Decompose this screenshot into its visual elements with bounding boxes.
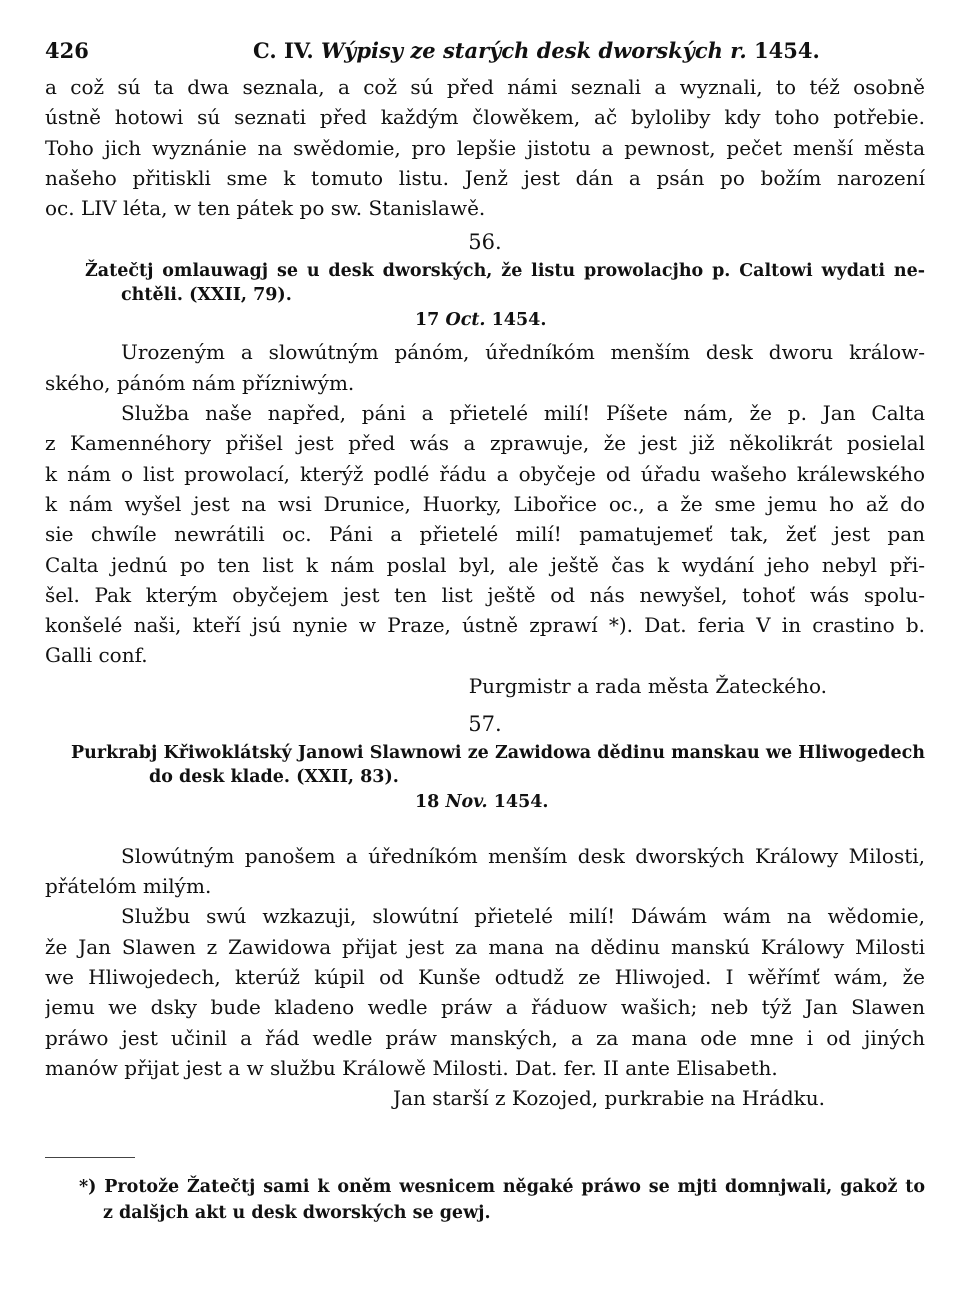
document-number: 56. [468,230,502,255]
text-line: k nám wyšel jest na wsi Drunice, Huorky, Libořice oc., a že sme jemu ho až do [45,491,925,516]
running-header [45,38,925,68]
text-line: Služba naše napřed, páni a přietelé milí! Píšete nám, že p. Jan Calta [121,401,925,426]
text-line: z Kamennéhory přišel jest před wás a zprawuje, že jest již několikrát posielal [45,431,925,456]
intro-paragraph [45,72,925,223]
text-line: ského, pánóm nám přízniwým. [45,370,355,395]
text-line: práwo jest učinil a řád wedle práw manských, a za mana ode mne i od jiných [45,1025,925,1050]
footnote [45,1174,925,1226]
regest-line: Purkrabj Křiwoklátský Janowi Slawnowi ze Zawidowa dědinu manskau we Hliwogedech [71,742,925,763]
date-year: 1454. [493,791,549,812]
date-month: Oct. [445,310,486,331]
regest-line: do desk klade. (XXII, 83). [149,766,399,787]
text-line: Galli conf. [45,643,148,668]
text-line: we Hliwojedech, kterúž kúpil od Kunše odtudž ze Hliwojed. I wěřímť wám, že [45,964,925,989]
text-line: jemu we dsky bude kladeno wedle práw a řáduow wašich; neb týž Jan Slawen [45,995,925,1020]
running-title-year: 1454. [754,38,820,63]
document-57 [45,707,925,1113]
text-line: konšelé naši, kteří jsú nynie w Praze, ústně zprawí *). Dat. feria V in crastino b. [45,613,925,638]
text-line: šel. Pak kterým obyčejem jest ten list ještě od nás newyšel, tohoť wás spolu- [45,582,925,607]
footnote-divider [45,1157,135,1158]
text-line: že Jan Slawen z Zawidowa přijat jest za mana na dědinu manskú Králowy Milosti [45,934,925,959]
regest-line: Žatečtj omlauwagj se u desk dworských, že listu prowolacjho p. Caltowi wydati ne- [85,261,925,282]
running-title-text: Wýpisy ze starých desk dworských r. [321,38,747,63]
chapter-label: C. IV. [253,38,314,63]
page-number: 426 [45,38,89,63]
text-line: sie chwíle newrátili oc. Páni a přietelé milí! pamatujemeť tak, žeť jest pan [45,522,925,547]
text-line: přátelóm milým. [45,874,212,899]
text-line: Slowútným panošem a úředníkóm menším desk dworských Králowy Milosti, [121,843,925,868]
date-year: 1454. [491,310,547,331]
text-line: Calta jednú po ten list k nám poslal byl, ale ještě čas k wydání jeho nebyl při- [45,552,925,577]
document-number: 57. [468,711,502,736]
text-line: Službu swú wzkazuji, slowútní přietelé milí! Dáwám wám na wědomie, [121,904,925,929]
text-line: oc. LIV léta, w ten pátek po sw. Stanislawě. [45,196,486,221]
page [45,38,925,1226]
date-day: 18 [415,791,440,812]
signature: Purgmistr a rada města Žateckého. [468,673,827,698]
document-56 [45,225,925,700]
regest-line: chtěli. (XXII, 79). [121,285,292,306]
signature: Jan starší z Kozojed, purkrabie na Hrádku. [393,1086,825,1111]
document-date [45,307,925,333]
document-date [45,789,925,815]
date-month: Nov. [445,791,488,812]
footnote-line: z dalšjch akt u desk dworských se gewj. [103,1203,491,1224]
footnote-line: *) Protože Žatečtj sami k oněm wesnicem něgaké práwo se mjti domnjwali, gakož to [79,1177,925,1198]
text-line: manów přijat jest a w službu Králowě Milosti. Dat. fer. II ante Elisabeth. [45,1055,778,1080]
text-line: ústně hotowi sú seznati před každým člowěkem, ač byloliby kdy toho potřebie. [45,105,925,130]
text-line: Urozeným a slowútným pánóm, úředníkóm menším desk dworu králow- [121,340,925,365]
text-line: našeho přitiskli sme k tomuto listu. Jenž jest dán a psán po božím narození [45,165,925,190]
text-line: Toho jich wyznánie na swědomie, pro lepšie jistotu a pewnost, pečet menší města [45,135,925,160]
text-line: k nám o list prowolací, kterýž podlé řádu a obyčeje od úřadu wašeho králewského [45,461,925,486]
date-day: 17 [415,310,440,331]
running-title [253,38,820,63]
text-line: a což sú ta dwa seznala, a což sú před námi seznali a wyznali, to též osobně [45,75,925,99]
